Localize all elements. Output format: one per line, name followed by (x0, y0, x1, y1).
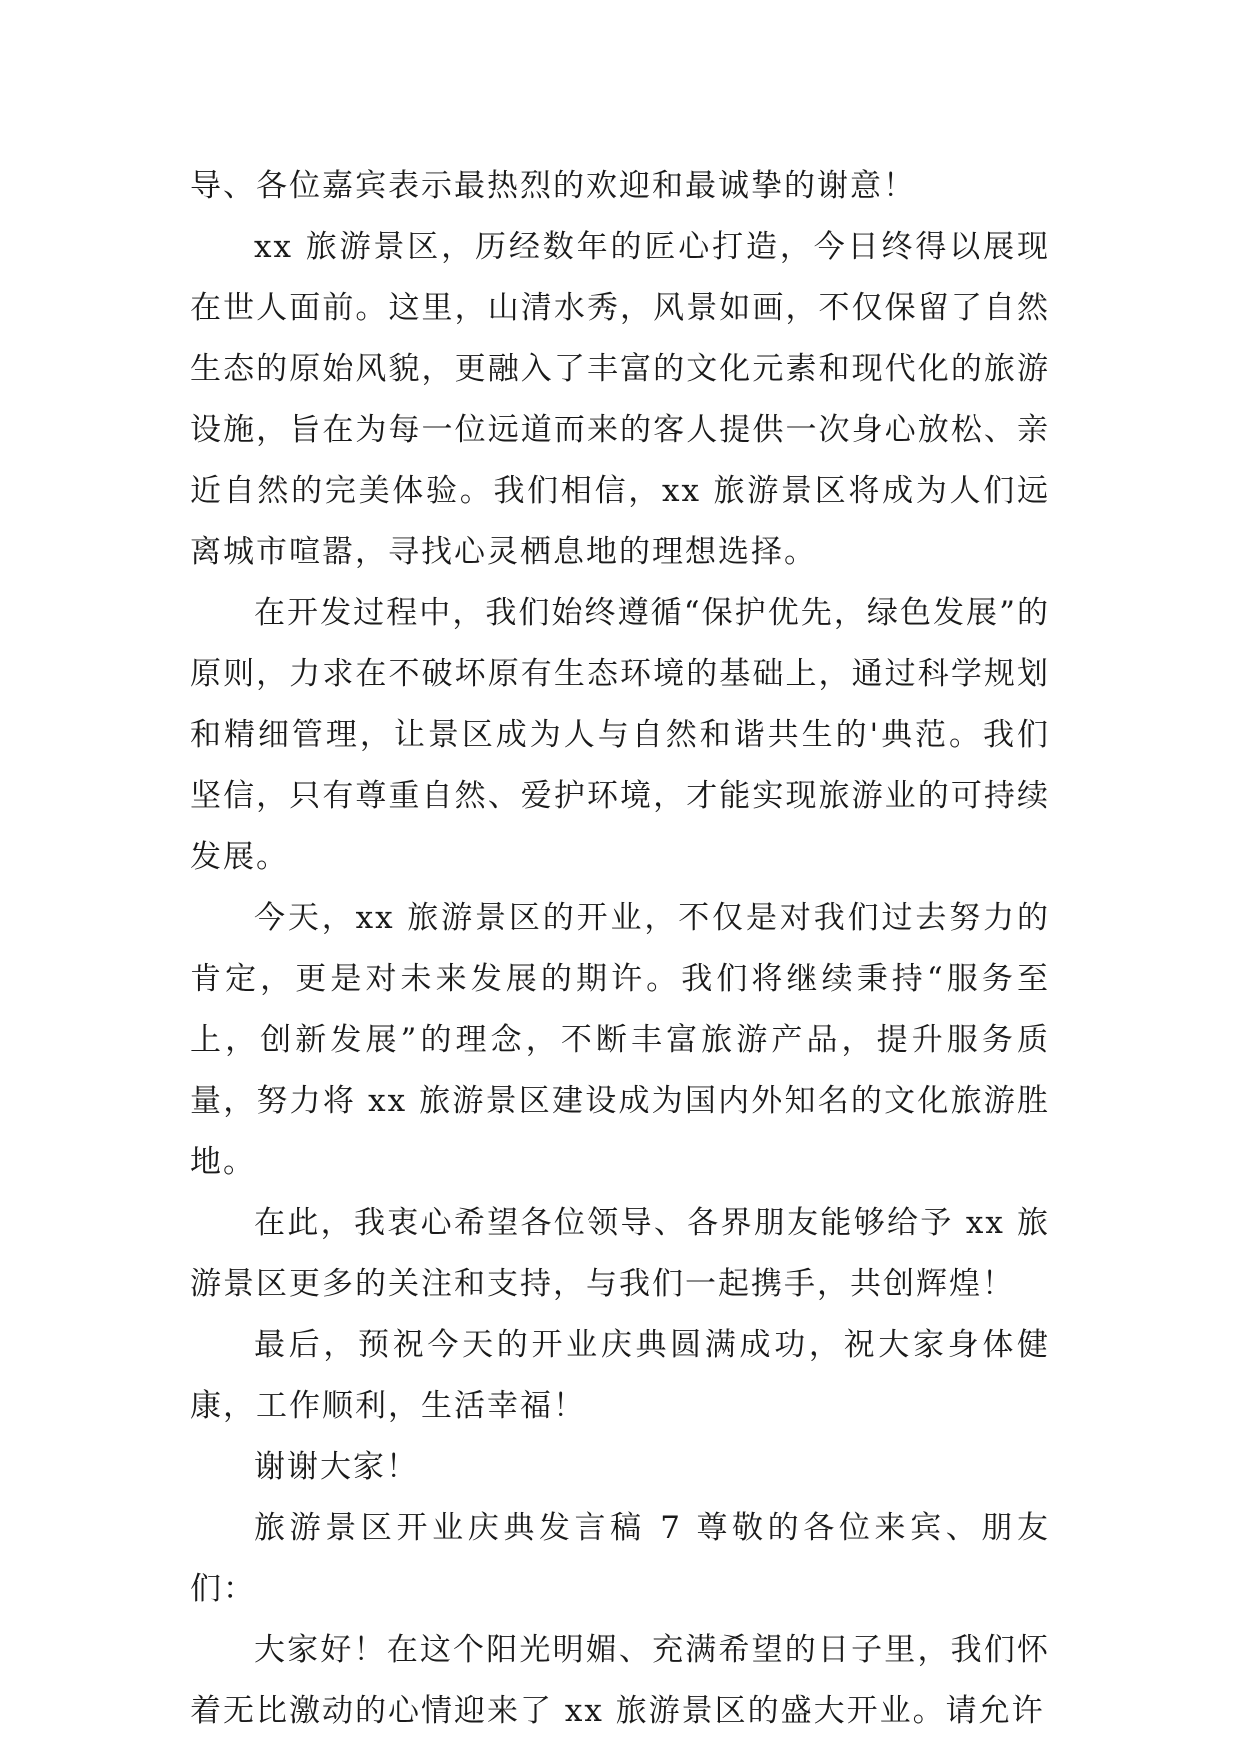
paragraph: 最后，预祝今天的开业庆典圆满成功，祝大家身体健康，工作顺利，生活幸福！ (190, 1327, 1050, 1424)
paragraph: 谢谢大家！ (254, 1449, 419, 1485)
paragraph: 在开发过程中，我们始终遵循“保护优先，绿色发展”的原则，力求在不破坏原有生态环境的基础上，通过科学规划和精细管理，让景区成为人与自然和谐共生的'典范。我们坚信，只有尊重自然、爱护环境，才能实现旅游业的可持续发展。 (190, 595, 1050, 875)
speech-title-line: 旅游景区开业庆典发言稿 7 尊敬的各位来宾、朋友们： (190, 1510, 1050, 1607)
paragraph: 今天，xx 旅游景区的开业，不仅是对我们过去努力的肯定，更是对未来发展的期许。我们将继续秉持“服务至上，创新发展”的理念，不断丰富旅游产品，提升服务质量，努力将 xx 旅游景区建设成为国内外知名的文化旅游胜地。 (190, 900, 1050, 1180)
paragraph: 大家好！在这个阳光明媚、充满希望的日子里，我们怀着无比激动的心情迎来了 xx 旅游景区的盛大开业。请允许 (190, 1632, 1050, 1729)
paragraph: xx 旅游景区，历经数年的匠心打造，今日终得以展现在世人面前。这里，山清水秀，风景如画，不仅保留了自然生态的原始风貌，更融入了丰富的文化元素和现代化的旅游设施，旨在为每一位远道而来的客人提供一次身心放松、亲近自然的完美体验。我们相信，xx 旅游景区将成为人们远离城市喧嚣，寻找心灵栖息地的理想选择。 (190, 229, 1050, 570)
paragraph-continuation: 导、各位嘉宾表示最热烈的欢迎和最诚挚的谢意！ (190, 168, 916, 204)
paragraph: 在此，我衷心希望各位领导、各界朋友能够给予 xx 旅游景区更多的关注和支持，与我们一起携手，共创辉煌！ (190, 1205, 1050, 1302)
document-body (190, 156, 1050, 1742)
